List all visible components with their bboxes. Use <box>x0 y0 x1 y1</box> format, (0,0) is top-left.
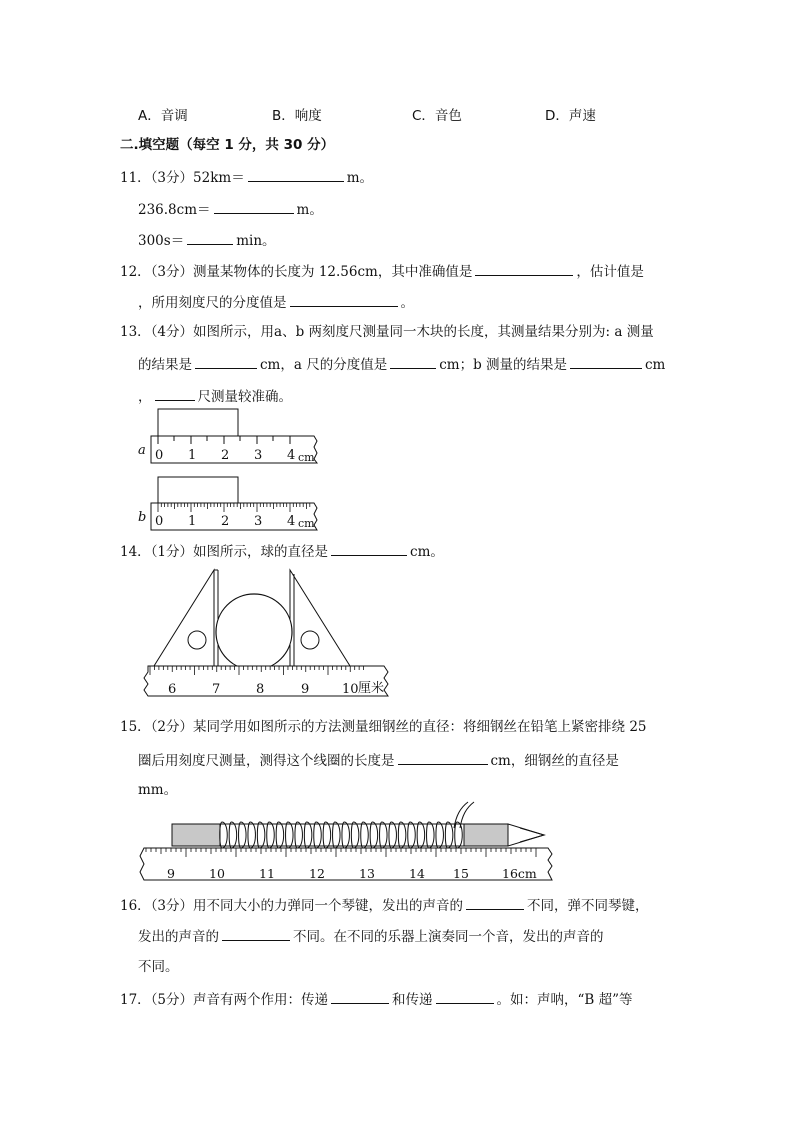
tick-label: 3 <box>254 514 263 529</box>
pencil-tip <box>508 824 544 846</box>
answer-blank[interactable] <box>390 354 436 369</box>
question-text: 声音有两个作用：传递 <box>193 992 329 1008</box>
question-12-line-2 <box>138 292 414 312</box>
answer-blank[interactable] <box>187 230 233 245</box>
question-text: 236.8cm＝ <box>138 202 211 218</box>
question-score: （3分） <box>150 898 194 914</box>
question-number: 11． <box>120 170 151 186</box>
question-score: （5分） <box>150 992 194 1008</box>
tick-label: 9 <box>167 866 175 881</box>
question-text: 如图所示，用a、b 两刻度尺测量同一木块的长度，其测量结果分别为: a 测量 <box>193 324 654 340</box>
question-15-line-2 <box>138 750 619 770</box>
answer-blank[interactable] <box>195 354 257 369</box>
question-score: （3分） <box>150 170 194 186</box>
question-text: 。 <box>400 295 414 311</box>
tick-label: 8 <box>256 682 265 697</box>
unit-label: 厘米 <box>358 681 385 696</box>
ruler <box>140 848 552 880</box>
answer-blank[interactable] <box>398 750 488 765</box>
question-number: 14． <box>120 544 151 560</box>
tick-label: 14 <box>409 866 425 881</box>
question-13-line-2 <box>138 354 665 374</box>
question-text: 如图所示，球的直径是 <box>193 544 329 560</box>
wood-block-a <box>158 409 238 436</box>
question-score: （4分） <box>150 324 194 340</box>
answer-blank[interactable] <box>570 354 642 369</box>
ball <box>216 594 292 670</box>
ball-diameter-figure <box>138 568 428 703</box>
question-number: 17． <box>120 992 151 1008</box>
question-score: （3分） <box>150 264 194 280</box>
question-text: ，所用刻度尺的分度值是 <box>138 295 287 311</box>
tick-label: 12 <box>309 866 325 881</box>
question-11 <box>120 167 373 187</box>
question-text: 。如：声呐，“B 超”等 <box>496 992 633 1008</box>
question-text: 和传递 <box>392 992 433 1008</box>
tick-label: 0 <box>155 514 164 529</box>
ruler-b-label: b <box>138 510 147 525</box>
option-c: C．音色 <box>412 108 462 124</box>
question-text: 不同。 <box>138 959 179 975</box>
question-text: m。 <box>346 170 374 186</box>
answer-blank[interactable] <box>290 292 398 307</box>
tick-label: 4 <box>287 448 296 463</box>
question-number: 12． <box>120 264 151 280</box>
question-text: cm，a 尺的分度值是 <box>260 357 388 373</box>
question-16 <box>120 895 649 915</box>
pencil-wire-figure <box>138 802 558 886</box>
answer-blank[interactable] <box>475 261 573 276</box>
question-11-line-3 <box>138 230 276 250</box>
ruler-figure-ab <box>136 407 326 532</box>
tick-label: 2 <box>221 448 230 463</box>
question-text: mm。 <box>138 782 178 798</box>
option-d: D．声速 <box>545 108 596 124</box>
unit-label: cm <box>298 517 315 530</box>
question-14 <box>120 541 444 561</box>
question-number: 13． <box>120 324 151 340</box>
answer-blank[interactable] <box>436 989 494 1004</box>
question-17 <box>120 989 633 1009</box>
question-13 <box>120 323 654 341</box>
answer-blank[interactable] <box>466 895 524 910</box>
tick-label: 6 <box>168 682 177 697</box>
ruler-a-label: a <box>138 443 146 458</box>
tick-label: 16cm <box>502 866 537 881</box>
tick-label: 10 <box>209 866 225 881</box>
tick-label: 9 <box>301 682 310 697</box>
option-a: A．音调 <box>138 108 188 124</box>
question-text: 发出的声音的 <box>138 929 219 945</box>
question-text: cm <box>645 357 666 373</box>
answer-blank[interactable] <box>331 989 389 1004</box>
question-16-line-3 <box>138 958 179 976</box>
question-15 <box>120 718 647 736</box>
question-score: （1分） <box>150 544 194 560</box>
question-text: cm，细钢丝的直径是 <box>490 753 619 769</box>
tick-label: 15 <box>453 866 469 881</box>
tick-label: 2 <box>221 514 230 529</box>
question-text: 52km＝ <box>193 170 245 186</box>
answer-blank[interactable] <box>331 541 407 556</box>
question-16-line-2 <box>138 926 604 946</box>
question-12 <box>120 261 644 281</box>
tick-label: 3 <box>254 448 263 463</box>
tick-label: 1 <box>188 448 197 463</box>
question-text: 的结果是 <box>138 357 192 373</box>
question-text: ，估计值是 <box>576 264 644 280</box>
wood-block-b <box>158 477 238 503</box>
question-text: cm。 <box>410 544 444 560</box>
question-13-line-3 <box>138 386 292 406</box>
question-number: 15． <box>120 719 151 735</box>
question-text: 尺测量较准确。 <box>197 389 292 405</box>
option-b: B．响度 <box>272 108 322 124</box>
tick-label: 11 <box>259 866 275 881</box>
question-text: 不同。在不同的乐器上演奏同一个音，发出的声音的 <box>293 929 604 945</box>
left-triangle <box>154 570 214 666</box>
question-text: 测量某物体的长度为 12.56cm，其中准确值是 <box>193 264 473 280</box>
unit-label: cm <box>298 451 315 464</box>
tick-label: 10 <box>342 682 359 697</box>
answer-blank[interactable] <box>248 167 344 182</box>
tick-label: 4 <box>287 514 296 529</box>
question-11-line-2 <box>138 199 323 219</box>
section-title: 二.填空题（每空 1 分，共 30 分） <box>120 137 335 153</box>
question-text: 300s＝ <box>138 233 185 249</box>
question-text: 不同，弹不同琴键， <box>527 898 649 914</box>
answer-blank[interactable] <box>222 926 290 941</box>
question-text: 用不同大小的力弹同一个琴键，发出的声音的 <box>193 898 464 914</box>
tick-label: 0 <box>155 448 164 463</box>
question-number: 16． <box>120 898 151 914</box>
question-text: min。 <box>236 233 276 249</box>
answer-blank[interactable] <box>214 199 294 214</box>
tick-label: 13 <box>359 866 375 881</box>
answer-blank[interactable] <box>155 386 195 401</box>
question-text: 圈后用刻度尺测量，测得这个线圈的长度是 <box>138 753 395 769</box>
tick-label: 1 <box>188 514 197 529</box>
question-score: （2分） <box>150 719 194 735</box>
right-triangle <box>290 570 350 666</box>
question-text: 某同学用如图所示的方法测量细钢丝的直径：将细钢丝在铅笔上紧密排绕 25 <box>193 719 647 735</box>
question-text: m。 <box>296 202 323 218</box>
question-text: cm；b 测量的结果是 <box>439 357 567 373</box>
tick-label: 7 <box>212 682 221 697</box>
question-text: ， <box>138 389 152 405</box>
question-15-line-3 <box>138 781 177 799</box>
